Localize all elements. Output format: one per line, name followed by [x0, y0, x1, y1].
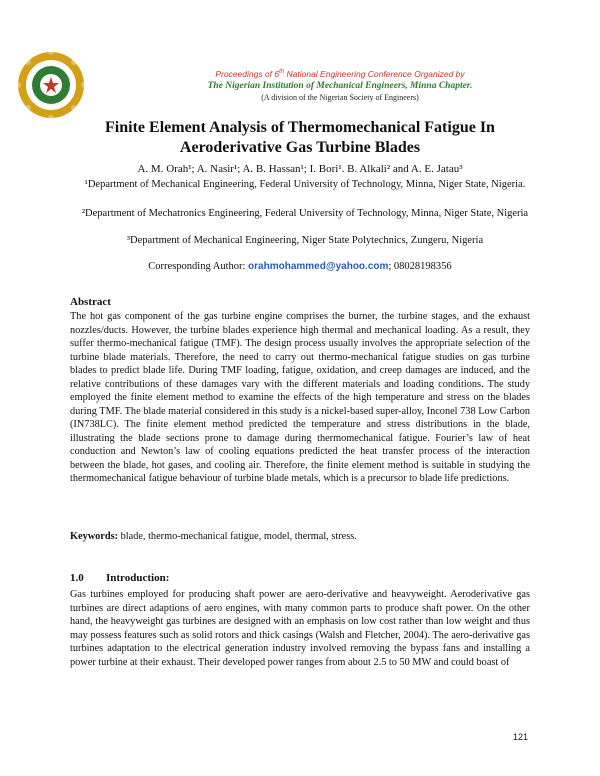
page-number: 121	[512, 732, 528, 742]
keywords-line	[70, 531, 530, 542]
title-line-2: Aeroderivative Gas Turbine Blades	[179, 139, 421, 156]
corresponding-email[interactable]: orahmohammed@yahoo.com	[248, 261, 389, 272]
proceedings-suffix: National Engineering Conference Organized by	[284, 68, 465, 79]
intro-section-number: 1.0	[70, 572, 84, 584]
proceedings-line	[100, 66, 580, 80]
corresponding-label: Corresponding Author:	[148, 261, 249, 272]
conference-header	[100, 66, 580, 104]
institution-name: The Nigerian Institution of Mechanical Engineers, Minna Chapter.	[207, 80, 473, 91]
title-line-1: Finite Element Analysis of Thermomechanical Fatigue In	[105, 119, 495, 136]
author-list: A. M. Orah¹; A. Nasir¹; A. B. Hassan¹; I. Bori¹. B. Alkali² and A. E. Jatau³	[137, 163, 463, 175]
keywords-label: Keywords:	[70, 531, 119, 542]
paper-title	[40, 118, 560, 158]
affiliation-1: ¹Department of Mechanical Engineering, Federal University of Technology, Minna, Niger State, Nigeria.	[84, 179, 526, 190]
keywords-text: blade, thermo-mechanical fatigue, model, thermal, stress.	[118, 531, 357, 542]
proceedings-prefix: Proceedings of 6	[215, 68, 280, 79]
corresponding-phone: ; 08028198356	[388, 261, 452, 272]
corresponding-author	[60, 261, 540, 272]
affiliation-3: ³Department of Mechanical Engineering, Niger State Polytechnics, Zungeru, Nigeria	[126, 235, 484, 246]
institution-logo	[16, 50, 86, 120]
intro-body: Gas turbines employed for producing shaft power are aero-derivative and heavyweight. Aeroderivative gas turbines are direct adaptions of aero engines, with many common parts to produce shaft power. On the other hand, the heavyweight gas turbines are designed with an emphasis on low cost rather than low weight and thus may possess features such as solid rotors and thick casings (Walsh and Fletcher, 2004). The aero-derivative gas turbines adaptation to the electrical generation industry involved removing the bypass fans and installing a power turbine at their exhaust. Their developed power ranges from about 2.5 to 50 MW and could boast of	[70, 589, 530, 668]
proceedings-sup: th	[279, 69, 285, 75]
intro-heading	[70, 572, 169, 584]
affiliation-2: ²Department of Mechatronics Engineering, Federal University of Technology, Minna, Niger State, Nigeria	[81, 208, 529, 219]
abstract-heading: Abstract	[70, 296, 111, 308]
intro-section-title: Introduction:	[106, 572, 170, 584]
abstract-body: The hot gas component of the gas turbine engine comprises the burner, the turbine stages, and the exhaust nozzles/ducts. However, the turbine blades experience high thermal and mechanical loading. As a result, they suffer thermo-mechanical fatigue (TMF). The design process usually involves the appropriate selection of the turbine blade materials. Therefore, the need to carry out thermo-mechanical fatigue studies on gas turbine blades to predict blade life. During TMF loading, fatigue, oxidation, and creep damages are induced, and the relative contributions of these damages vary with the different materials and loading conditions. The study employed the finite element method to examine the effects of the high temperature and stress on the blades during TMF. The blade material considered in this study is a nickel-based super-alloy, Inconel 738 Low Carbon (IN738LC). The finite element method predicted the temperature and stress distributions in the blade, illustrating the blade sections prone to damage during thermomechanical fatigue. Fourier’s law of heat conduction and Newton’s law of cooling equations predicted the heat transfer process of the interaction between the blade, hot gases, and cooling air. Therefore, the finite element method is suitable in studying the thermomechanical fatigue behaviour of turbine blade metals, which is a precursor to blade life predictions.	[70, 311, 530, 484]
division-note: (A division of the Nigerian Society of Engineers)	[261, 92, 419, 102]
